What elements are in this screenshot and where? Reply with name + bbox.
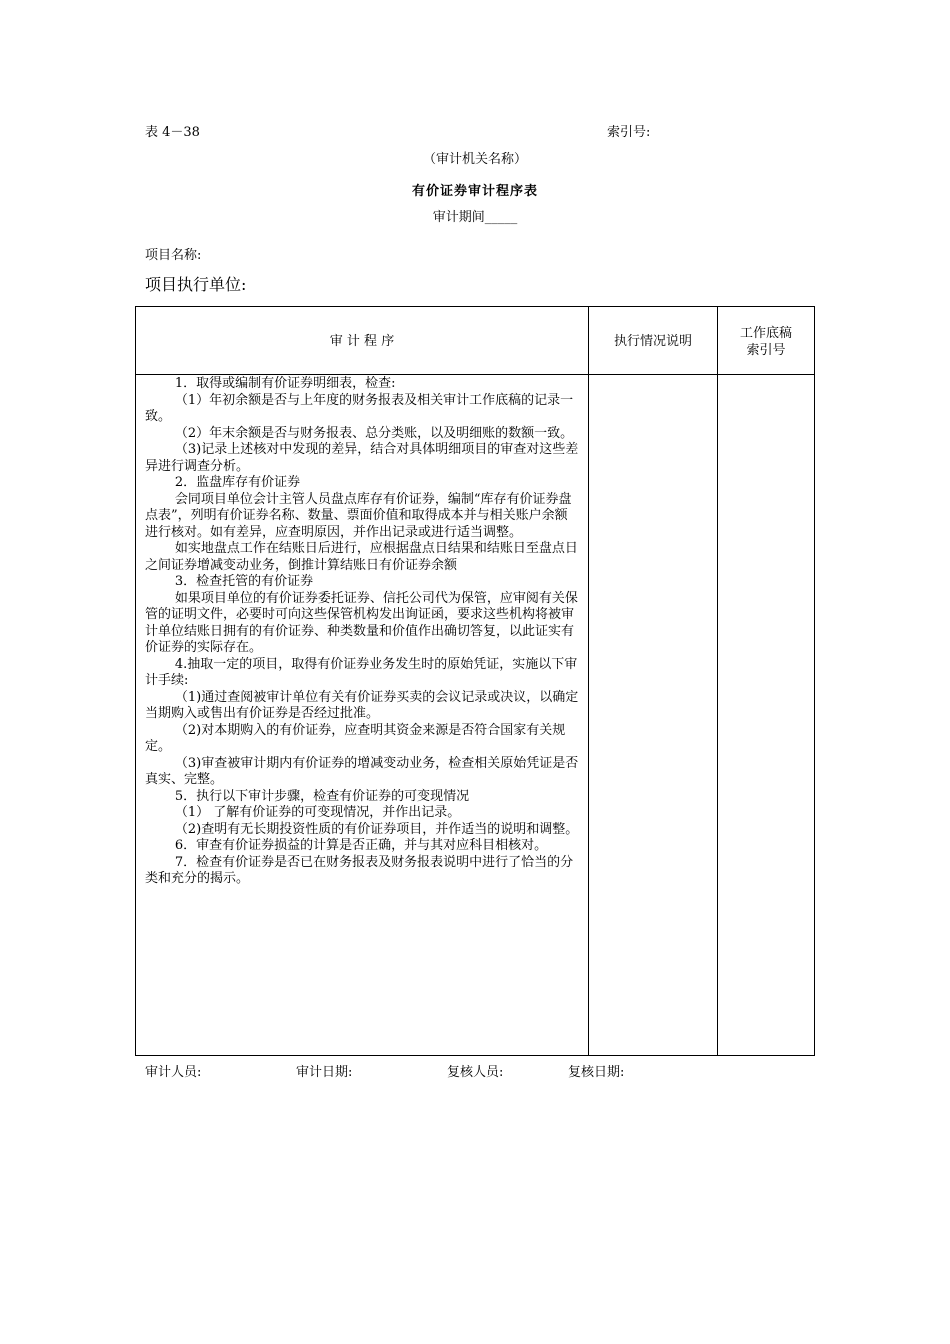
procedure-paragraph: （2）年末余额是否与财务报表、总分类账，以及明细账的数额一致。: [174, 425, 574, 441]
header-execution: 执行情况说明: [613, 334, 692, 349]
execution-unit-label: 项目执行单位:: [145, 275, 247, 294]
procedure-paragraph: （1)通过查阅被审计单位有关有价证券买卖的会议记录或决议，以确定当期购入或售出有价证券是否经过批准。: [145, 689, 579, 721]
procedure-paragraph: 2．监盘库存有价证券: [174, 475, 301, 490]
procedure-paragraph: 1．取得或编制有价证券明细表，检查:: [174, 376, 396, 391]
procedure-content: [145, 376, 579, 888]
procedure-paragraph: （2)查明有无长期投资性质的有价证券项目，并作适当的说明和调整。: [174, 821, 579, 837]
column-divider: [717, 307, 718, 1055]
procedure-paragraph: （1）年初余额是否与上年度的财务报表及相关审计工作底稿的记录一致。: [145, 392, 574, 424]
header-ref-line2: 索引号: [746, 343, 786, 358]
index-number-label: 索引号:: [607, 125, 651, 140]
procedure-paragraph: 7．检查有价证券是否已在财务报表及财务报表说明中进行了恰当的分类和充分的揭示。: [145, 854, 574, 886]
procedure-paragraph: （3)审查被审计期内有价证券的增减变动业务，检查相关原始凭证是否真实、完整。: [145, 755, 579, 787]
auditor-label: 审计人员:: [145, 1065, 202, 1080]
audit-date-label: 审计日期:: [296, 1065, 353, 1080]
auditor-organization: （审计机关名称）: [422, 152, 527, 167]
procedure-paragraph: 5．执行以下审计步骤，检查有价证券的可变现情况: [174, 788, 470, 804]
procedure-paragraph: 如果项目单位的有价证券委托证券、信托公司代为保管，应审阅有关保管的证明文件，必要时可向这些保管机构发出询证函，要求这些机构将被审计单位结账日拥有的有价证券、种类数量和价值作出确切答复，以此证实有价证券的实际存在。: [145, 590, 578, 655]
procedure-paragraph: 如实地盘点工作在结账日后进行，应根据盘点日结果和结账日至盘点日之间证券增减变动业务，倒推计算结账日有价证券余额: [145, 541, 578, 573]
procedure-paragraph: （3)记录上述核对中发现的差异，结合对具体明细项目的审查对这些差异进行调查分析。: [145, 442, 579, 474]
project-name-label: 项目名称:: [145, 248, 202, 263]
table-number: 表 4－38: [145, 125, 200, 140]
review-date-label: 复核日期:: [568, 1065, 625, 1080]
procedure-paragraph: 6．审查有价证券损益的计算是否正确，并与其对应科目相核对。: [174, 838, 548, 853]
audit-procedure-table: [135, 306, 815, 1056]
audit-period: 审计期间_____: [432, 210, 518, 225]
header-divider: [136, 374, 814, 375]
header-procedure: 审 计 程 序: [329, 334, 395, 349]
header-ref-line1: 工作底稿: [739, 326, 792, 341]
procedure-paragraph: （1） 了解有价证券的可变现情况，并作出记录。: [174, 805, 461, 820]
reviewer-label: 复核人员:: [447, 1065, 504, 1080]
procedure-paragraph: 3．检查托管的有价证券: [174, 574, 314, 589]
procedure-paragraph: （2)对本期购入的有价证券，应查明其资金来源是否符合国家有关规定。: [145, 722, 566, 754]
procedure-paragraph: 会同项目单位会计主管人员盘点库存有价证券，编制“库存有价证券盘点表”，列明有价证券名称、数量、票面价值和取得成本并与相关账户余额进行核对。如有差异，应查明原因，并作出记录或进行适当调整。: [145, 491, 572, 540]
column-divider: [588, 307, 589, 1055]
header-workpaper-ref: [718, 325, 814, 359]
page-title: 有价证券审计程序表: [411, 184, 538, 199]
procedure-paragraph: 4.抽取一定的项目，取得有价证券业务发生时的原始凭证，实施以下审计手续:: [145, 656, 578, 688]
